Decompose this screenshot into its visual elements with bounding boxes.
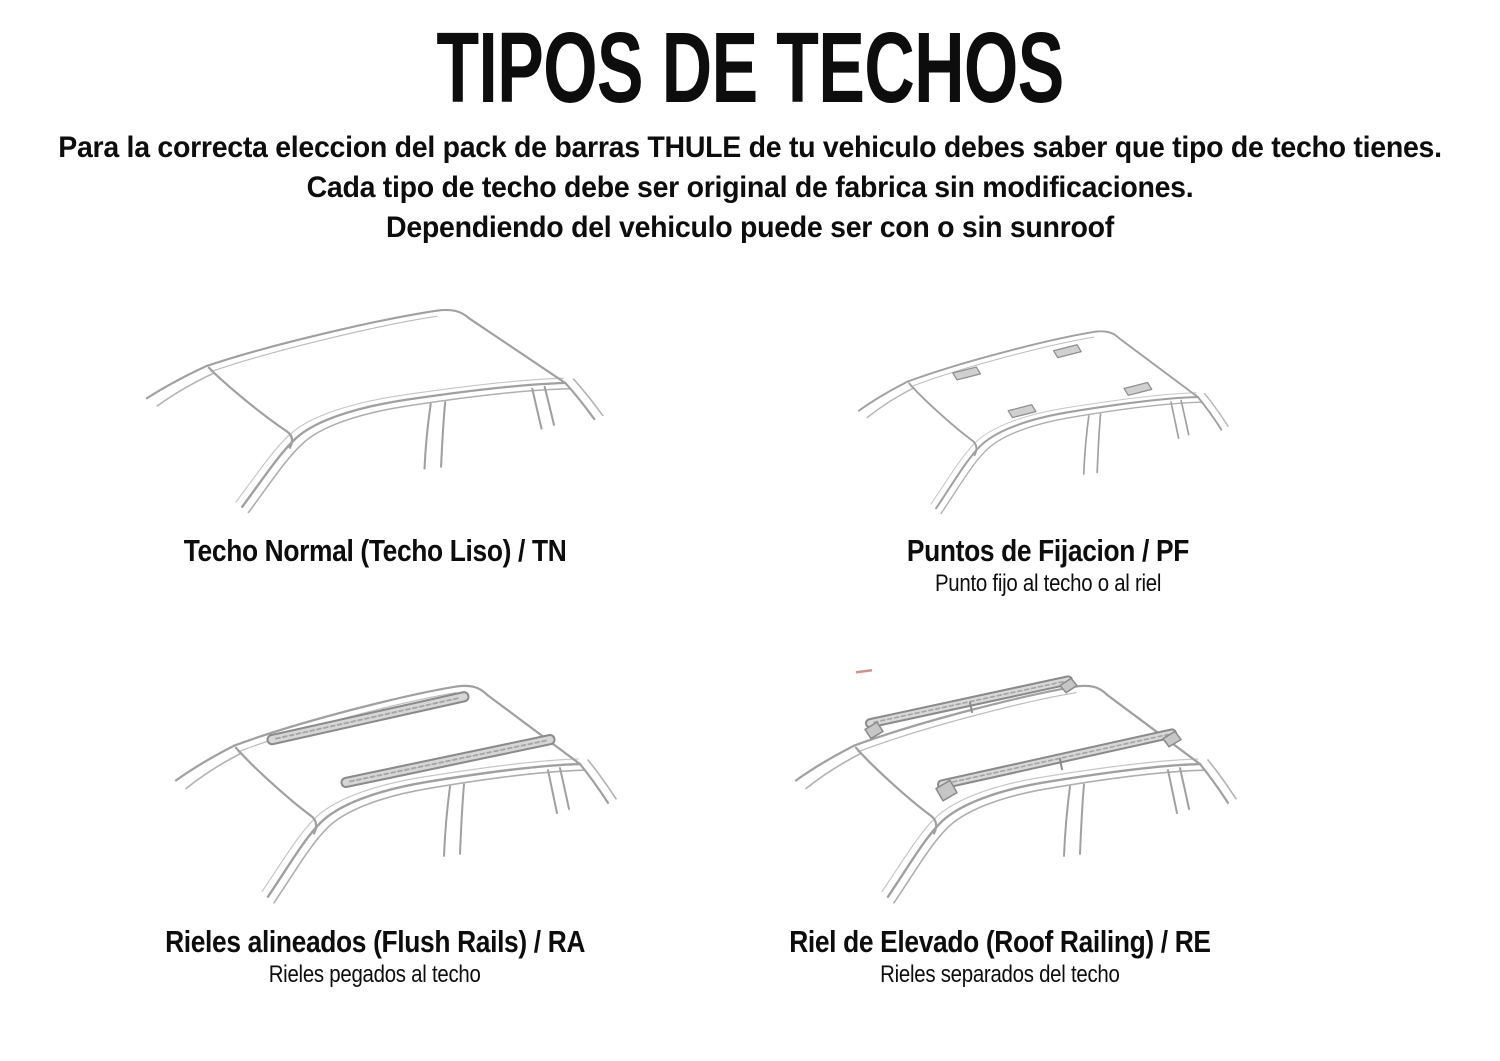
intro-line: Para la correcta eleccion del pack de barras THULE de tu vehiculo debes saber que tipo de techo tienes. bbox=[58, 131, 1442, 164]
roof-types-grid bbox=[0, 282, 1500, 989]
roof-type-card-pf bbox=[750, 282, 1500, 598]
fixed-points-roof-illustration bbox=[837, 308, 1307, 522]
normal-smooth-roof-illustration bbox=[120, 284, 700, 522]
roof-type-label-tn: Techo Normal (Techo Liso) / TN bbox=[183, 533, 567, 568]
intro-text bbox=[0, 128, 1500, 248]
normal-roof-art-box bbox=[0, 282, 750, 522]
roof-type-card-ra bbox=[0, 598, 750, 989]
roof-type-label-re: Riel de Elevado (Roof Railing) / RE bbox=[789, 924, 1211, 959]
roof-type-sublabel-ra: Rieles pegados al techo bbox=[269, 961, 481, 988]
roof-type-label-ra: Rieles alineados (Flush Rails) / RA bbox=[164, 924, 586, 959]
roof-type-card-tn bbox=[0, 282, 750, 598]
roof-type-sublabel-pf: Punto fijo al techo o al riel bbox=[934, 570, 1162, 597]
page-title: TIPOS DE TECHOS bbox=[436, 12, 1064, 124]
flush-rails-roof-illustration bbox=[150, 658, 710, 913]
fixation-pads bbox=[953, 345, 1152, 418]
intro-line: Dependiendo del vehiculo puede ser con o sin sunroof bbox=[386, 211, 1114, 244]
intro-line: Cada tipo de techo debe ser original de fabrica sin modificaciones. bbox=[306, 171, 1194, 204]
flush-rails-roof-art-box bbox=[0, 655, 750, 913]
raised-rails-roof-illustration bbox=[770, 658, 1330, 913]
fixed-points-roof-art-box bbox=[750, 282, 1500, 522]
roof-type-sublabel-re: Rieles separados del techo bbox=[880, 961, 1120, 988]
roof-type-card-re bbox=[750, 598, 1500, 989]
red-mark-artifact bbox=[856, 670, 872, 672]
roof-type-label-pf: Puntos de Fijacion / PF bbox=[906, 533, 1190, 568]
raised-rails-roof-art-box bbox=[750, 655, 1500, 913]
